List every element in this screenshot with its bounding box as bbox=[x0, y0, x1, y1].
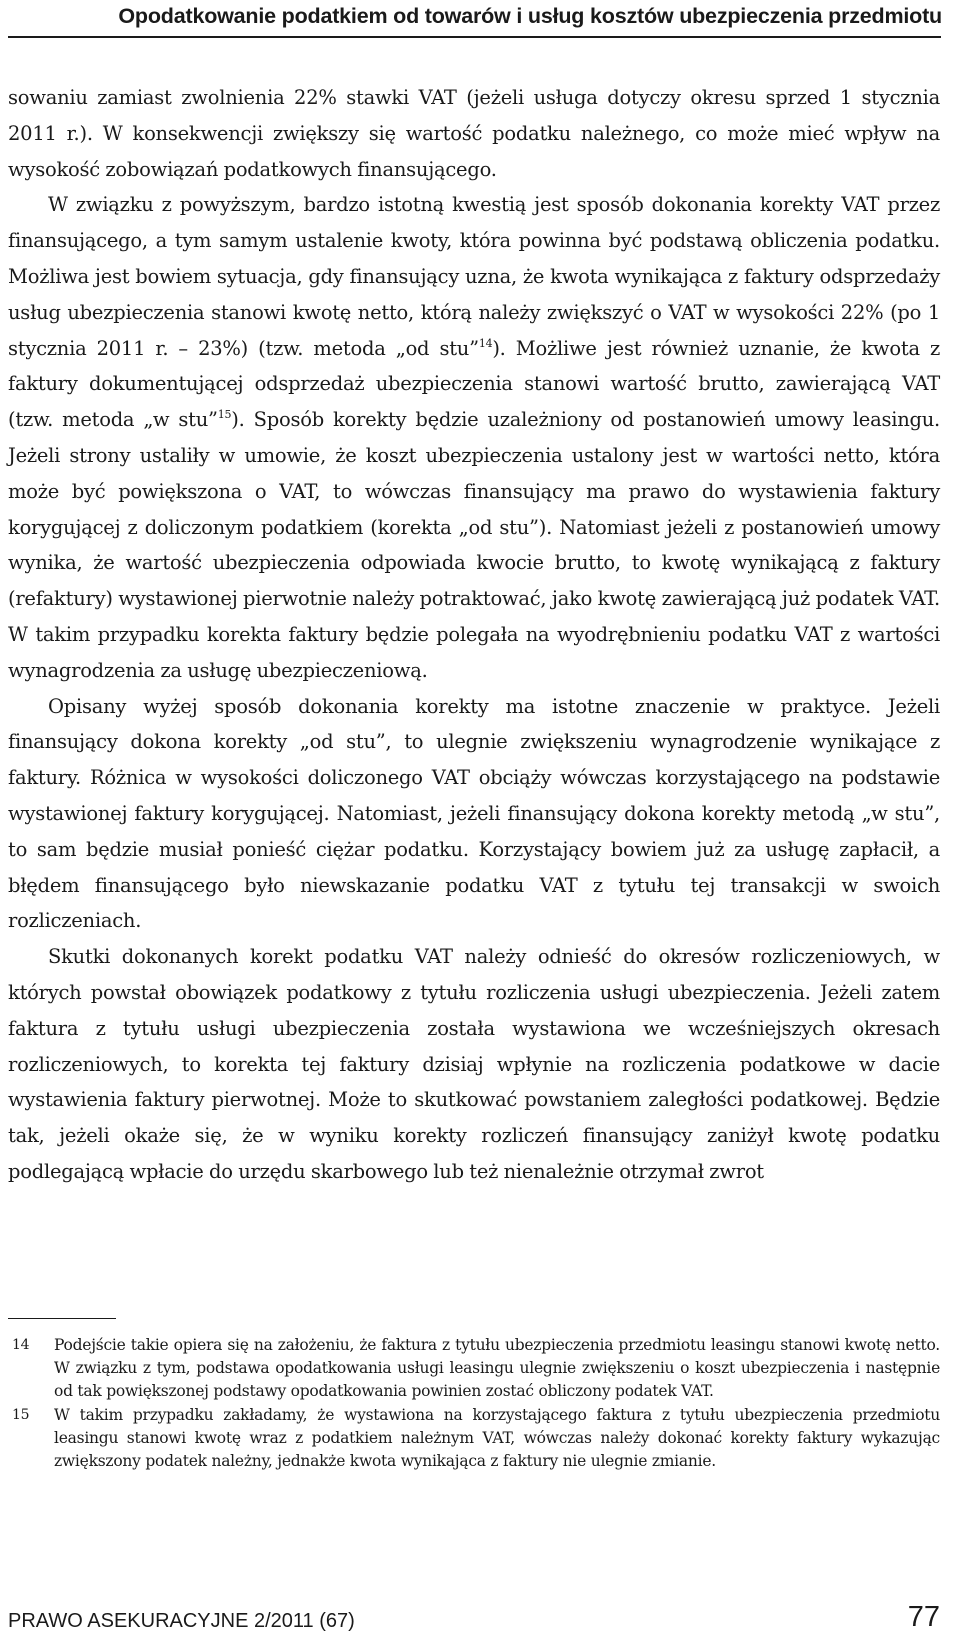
footnote-14 bbox=[8, 1334, 940, 1404]
paragraph-text: ). Sposób korekty będzie uzależniony od postanowień umowy leasingu. Jeżeli strony ustaliły w umowie, że koszt ubezpieczenia ustalony jest w wartości netto, która może być powiększona o VAT, to wówczas finansujący ma prawo do wystawienia faktury korygującej z doliczonym podatkiem (korekta „od stu”). Natomiast jeżeli z postanowień umowy wynika, że wartość ubezpieczenia odpowiada kwocie brutto, to kwotę wynikającą z faktury (refaktury) wystawionej pierwotnie należy potraktować, jako kwotę zawierającą już podatek VAT. W takim przypadku korekta faktury będzie polegała na wyodrębnieniu podatku VAT z wartości wynagrodzenia za usługę ubezpieczeniową. bbox=[8, 408, 940, 682]
body-text bbox=[8, 80, 940, 1190]
footnote-ref-15[interactable]: 15 bbox=[217, 408, 232, 422]
footnote-text: Podejście takie opiera się na założeniu, że faktura z tytułu ubezpieczenia przedmiotu leasingu stanowi kwotę netto. W związku z tym, podstawa opodatkowania usługi leasingu ulegnie zwiększeniu o koszt ubezpieczenia i następnie od tak powiększonej podstawy opodatkowania powinien zostać obliczony podatek VAT. bbox=[54, 1336, 940, 1401]
running-header: Opodatkowanie podatkiem od towarów i usług kosztów ubezpieczenia przedmiotu bbox=[118, 4, 942, 28]
footnote-ref-14[interactable]: 14 bbox=[478, 336, 493, 350]
paragraph-effects: Skutki dokonanych korekt podatku VAT należy odnieść do okresów rozliczeniowych, w których powstał obowiązek podatkowy z tytułu rozliczenia usługi ubezpieczenia. Jeżeli zatem faktura z tytułu usługi ubezpieczenia została wystawiona we wcześniejszych okresach rozliczeniowych, to korekta tej faktury dzisiaj wpłynie na rozliczenia podatkowe w dacie wystawienia faktury pierwotnej. Może to skutkować powstaniem zaległości podatkowej. Będzie tak, jeżeli okaże się, że w wyniku korekty rozliczeń finansujący zaniżył kwotę podatku podlegającą wpłacie do urzędu skarbowego lub też nienależnie otrzymał zwrot bbox=[8, 945, 940, 1183]
paragraph-vat-correction bbox=[8, 187, 940, 688]
footnote-number: 14 bbox=[12, 1337, 30, 1353]
paragraph-continuation: sowaniu zamiast zwolnienia 22% stawki VAT (jeżeli usługa dotyczy okresu sprzed 1 stycznia 2011 r.). W konsekwencji zwiększy się wartość podatku należnego, co może mieć wpływ na wysokość zobowiązań podatkowych finansującego. bbox=[8, 86, 940, 181]
paragraph-text: ). Możliwe jest również uznanie, że kwota z faktury dokumentującej odsprzedaż ubezpieczenia stanowi wartość brutto, zawierającą VAT (tzw. metoda „w stu” bbox=[8, 336, 940, 432]
paragraph-practice: Opisany wyżej sposób dokonania korekty ma istotne znaczenie w praktyce. Jeżeli finansujący dokona korekty „od stu”, to ulegnie zwiększeniu wynagrodzenie wynikające z faktury. Różnica w wysokości doliczonego VAT obciąży wówczas korzystającego na podstawie wystawionej faktury korygującej. Natomiast, jeżeli finansujący dokona korekty metodą „w stu”, to sam będzie musiał ponieść ciężar podatku. Korzystający bowiem już za usługę zapłacił, a błędem finansującego było niewskazanie podatku VAT z tytułu tej transakcji w swoich rozliczeniach. bbox=[8, 694, 940, 933]
page-number: 77 bbox=[907, 1601, 940, 1633]
header-rule bbox=[8, 36, 941, 38]
footnotes bbox=[8, 1334, 940, 1473]
footnote-text: W takim przypadku zakładamy, że wystawiona na korzystającego faktura z tytułu ubezpieczenia przedmiotu leasingu stanowi kwotę wraz z podatkiem należnym VAT, wówczas należy dokonać korekty faktury wykazując zwiększony podatek należny, jednakże kwota wynikająca z faktury nie ulegnie zmianie. bbox=[54, 1405, 940, 1471]
footnote-number: 15 bbox=[12, 1406, 30, 1423]
footnote-15 bbox=[8, 1404, 940, 1474]
footnote-rule bbox=[8, 1318, 116, 1319]
journal-footer: PRAWO ASEKURACYJNE 2/2011 (67) bbox=[8, 1610, 355, 1632]
paragraph-text: W związku z powyższym, bardzo istotną kwestią jest sposób dokonania korekty VAT przez finansującego, a tym samym ustalenie kwoty, która powinna być podstawą obliczenia podatku. Możliwa jest bowiem sytuacja, gdy finansujący uzna, że kwota wynikająca z faktury odsprzedaży usług ubezpieczenia stanowi kwotę netto, którą należy zwiększyć o VAT w wysokości 22% (po 1 stycznia 2011 r. – 23%) (tzw. metoda „od stu” bbox=[8, 193, 940, 360]
